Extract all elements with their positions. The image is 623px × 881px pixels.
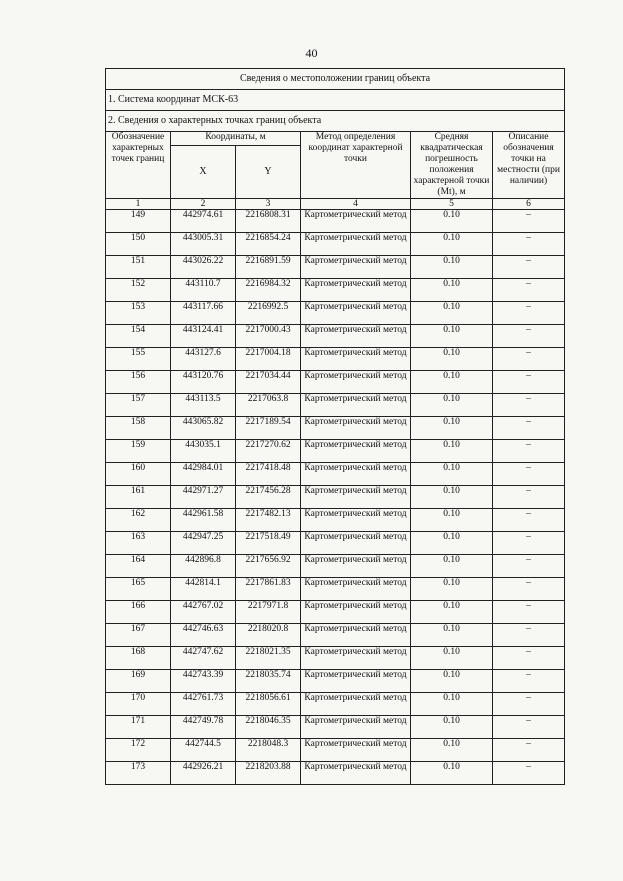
point-number-cell: 164	[106, 555, 171, 578]
characteristic-points-section: 2. Сведения о характерных точках границ объекта	[106, 111, 565, 132]
point-number-cell: 173	[106, 762, 171, 785]
error-cell: 0.10	[411, 440, 493, 463]
boundary-coordinates-table	[105, 68, 565, 785]
column-number: 2	[171, 199, 236, 210]
point-number-cell: 167	[106, 624, 171, 647]
description-cell: –	[493, 210, 565, 233]
method-cell: Картометрический метод	[301, 279, 411, 302]
method-cell: Картометрический метод	[301, 578, 411, 601]
method-cell: Картометрический метод	[301, 348, 411, 371]
description-cell: –	[493, 578, 565, 601]
error-cell: 0.10	[411, 716, 493, 739]
table-row	[106, 463, 565, 486]
x-coordinate-cell: 443005.31	[171, 233, 236, 256]
error-cell: 0.10	[411, 279, 493, 302]
table-row	[106, 601, 565, 624]
description-cell: –	[493, 762, 565, 785]
y-coordinate-cell: 2217971.8	[236, 601, 301, 624]
method-cell: Картометрический метод	[301, 762, 411, 785]
description-cell: –	[493, 624, 565, 647]
y-coordinate-cell: 2217000.43	[236, 325, 301, 348]
description-cell: –	[493, 279, 565, 302]
x-coordinate-cell: 442947.25	[171, 532, 236, 555]
description-cell: –	[493, 325, 565, 348]
y-coordinate-cell: 2216984.32	[236, 279, 301, 302]
error-cell: 0.10	[411, 463, 493, 486]
error-cell: 0.10	[411, 371, 493, 394]
method-cell: Картометрический метод	[301, 486, 411, 509]
description-cell: –	[493, 509, 565, 532]
table-row	[106, 716, 565, 739]
table-row	[106, 739, 565, 762]
method-cell: Картометрический метод	[301, 601, 411, 624]
x-coordinate-cell: 443117.66	[171, 302, 236, 325]
point-number-cell: 169	[106, 670, 171, 693]
table-row	[106, 394, 565, 417]
error-cell: 0.10	[411, 624, 493, 647]
x-coordinate-cell: 442743.39	[171, 670, 236, 693]
error-cell: 0.10	[411, 302, 493, 325]
table-row	[106, 693, 565, 716]
y-coordinate-cell: 2216891.59	[236, 256, 301, 279]
description-cell: –	[493, 716, 565, 739]
table-title: Сведения о местоположении границ объекта	[106, 69, 565, 90]
error-cell: 0.10	[411, 762, 493, 785]
y-coordinate-cell: 2216854.24	[236, 233, 301, 256]
description-cell: –	[493, 348, 565, 371]
column-number: 6	[493, 199, 565, 210]
header-method: Метод определения координат характерной точки	[301, 132, 411, 199]
table-row	[106, 325, 565, 348]
method-cell: Картометрический метод	[301, 233, 411, 256]
table-row	[106, 233, 565, 256]
y-coordinate-cell: 2217063.8	[236, 394, 301, 417]
point-number-cell: 157	[106, 394, 171, 417]
description-cell: –	[493, 394, 565, 417]
x-coordinate-cell: 443035.1	[171, 440, 236, 463]
point-number-cell: 154	[106, 325, 171, 348]
point-number-cell: 168	[106, 647, 171, 670]
x-coordinate-cell: 443124.41	[171, 325, 236, 348]
x-coordinate-cell: 442971.27	[171, 486, 236, 509]
header-x: X	[171, 145, 236, 198]
method-cell: Картометрический метод	[301, 739, 411, 762]
column-number-row	[106, 199, 565, 210]
y-coordinate-cell: 2217518.49	[236, 532, 301, 555]
column-number: 5	[411, 199, 493, 210]
method-cell: Картометрический метод	[301, 440, 411, 463]
y-coordinate-cell: 2217456.28	[236, 486, 301, 509]
y-coordinate-cell: 2217270.62	[236, 440, 301, 463]
point-number-cell: 155	[106, 348, 171, 371]
method-cell: Картометрический метод	[301, 624, 411, 647]
y-coordinate-cell: 2218048.3	[236, 739, 301, 762]
coordinate-system-section: 1. Система координат МСК-63	[106, 90, 565, 111]
x-coordinate-cell: 442761.73	[171, 693, 236, 716]
table-row	[106, 256, 565, 279]
y-coordinate-cell: 2216992.5	[236, 302, 301, 325]
y-coordinate-cell: 2217189.54	[236, 417, 301, 440]
error-cell: 0.10	[411, 256, 493, 279]
description-cell: –	[493, 371, 565, 394]
table-row	[106, 371, 565, 394]
description-cell: –	[493, 417, 565, 440]
method-cell: Картометрический метод	[301, 371, 411, 394]
header-y: Y	[236, 145, 301, 198]
y-coordinate-cell: 2218021.35	[236, 647, 301, 670]
x-coordinate-cell: 442896.8	[171, 555, 236, 578]
y-coordinate-cell: 2217656.92	[236, 555, 301, 578]
method-cell: Картометрический метод	[301, 302, 411, 325]
table-row	[106, 670, 565, 693]
method-cell: Картометрический метод	[301, 417, 411, 440]
y-coordinate-cell: 2216808.31	[236, 210, 301, 233]
error-cell: 0.10	[411, 601, 493, 624]
y-coordinate-cell: 2218203.88	[236, 762, 301, 785]
description-cell: –	[493, 256, 565, 279]
error-cell: 0.10	[411, 417, 493, 440]
error-cell: 0.10	[411, 670, 493, 693]
table-row	[106, 417, 565, 440]
point-number-cell: 162	[106, 509, 171, 532]
table-row	[106, 555, 565, 578]
x-coordinate-cell: 443120.76	[171, 371, 236, 394]
table-row	[106, 486, 565, 509]
description-cell: –	[493, 670, 565, 693]
error-cell: 0.10	[411, 394, 493, 417]
y-coordinate-cell: 2218020.8	[236, 624, 301, 647]
error-cell: 0.10	[411, 233, 493, 256]
point-number-cell: 163	[106, 532, 171, 555]
header-coordinates: Координаты, м	[171, 132, 301, 146]
description-cell: –	[493, 463, 565, 486]
x-coordinate-cell: 442747.62	[171, 647, 236, 670]
error-cell: 0.10	[411, 647, 493, 670]
error-cell: 0.10	[411, 486, 493, 509]
point-number-cell: 158	[106, 417, 171, 440]
description-cell: –	[493, 739, 565, 762]
error-cell: 0.10	[411, 532, 493, 555]
x-coordinate-cell: 442767.02	[171, 601, 236, 624]
table-row	[106, 647, 565, 670]
table-row	[106, 279, 565, 302]
point-number-cell: 149	[106, 210, 171, 233]
point-number-cell: 172	[106, 739, 171, 762]
table-row	[106, 509, 565, 532]
x-coordinate-cell: 443026.22	[171, 256, 236, 279]
description-cell: –	[493, 486, 565, 509]
point-number-cell: 156	[106, 371, 171, 394]
method-cell: Картометрический метод	[301, 256, 411, 279]
point-number-cell: 153	[106, 302, 171, 325]
x-coordinate-cell: 443065.82	[171, 417, 236, 440]
point-number-cell: 166	[106, 601, 171, 624]
page-number: 40	[305, 46, 318, 60]
method-cell: Картометрический метод	[301, 647, 411, 670]
table-row	[106, 302, 565, 325]
point-number-cell: 151	[106, 256, 171, 279]
x-coordinate-cell: 442744.5	[171, 739, 236, 762]
y-coordinate-cell: 2217034.44	[236, 371, 301, 394]
method-cell: Картометрический метод	[301, 325, 411, 348]
error-cell: 0.10	[411, 693, 493, 716]
table-row	[106, 624, 565, 647]
table-row	[106, 348, 565, 371]
point-number-cell: 165	[106, 578, 171, 601]
error-cell: 0.10	[411, 325, 493, 348]
x-coordinate-cell: 442814.1	[171, 578, 236, 601]
description-cell: –	[493, 302, 565, 325]
description-cell: –	[493, 647, 565, 670]
column-number: 1	[106, 199, 171, 210]
table-row	[106, 578, 565, 601]
x-coordinate-cell: 442984.01	[171, 463, 236, 486]
x-coordinate-cell: 442746.63	[171, 624, 236, 647]
x-coordinate-cell: 443127.6	[171, 348, 236, 371]
description-cell: –	[493, 693, 565, 716]
header-description: Описание обозначения точки на местности (при наличии)	[493, 132, 565, 199]
point-number-cell: 171	[106, 716, 171, 739]
point-number-cell: 152	[106, 279, 171, 302]
y-coordinate-cell: 2218046.35	[236, 716, 301, 739]
description-cell: –	[493, 532, 565, 555]
error-cell: 0.10	[411, 578, 493, 601]
method-cell: Картометрический метод	[301, 693, 411, 716]
y-coordinate-cell: 2218056.61	[236, 693, 301, 716]
method-cell: Картометрический метод	[301, 210, 411, 233]
point-number-cell: 170	[106, 693, 171, 716]
table-row	[106, 532, 565, 555]
y-coordinate-cell: 2217004.18	[236, 348, 301, 371]
description-cell: –	[493, 233, 565, 256]
error-cell: 0.10	[411, 348, 493, 371]
error-cell: 0.10	[411, 555, 493, 578]
method-cell: Картометрический метод	[301, 670, 411, 693]
x-coordinate-cell: 442749.78	[171, 716, 236, 739]
error-cell: 0.10	[411, 739, 493, 762]
x-coordinate-cell: 442961.58	[171, 509, 236, 532]
method-cell: Картометрический метод	[301, 716, 411, 739]
table-row	[106, 762, 565, 785]
x-coordinate-cell: 442926.21	[171, 762, 236, 785]
table-row	[106, 210, 565, 233]
y-coordinate-cell: 2218035.74	[236, 670, 301, 693]
error-cell: 0.10	[411, 509, 493, 532]
header-designation: Обозначение характерных точек границ	[106, 132, 171, 199]
method-cell: Картометрический метод	[301, 394, 411, 417]
method-cell: Картометрический метод	[301, 532, 411, 555]
error-cell: 0.10	[411, 210, 493, 233]
method-cell: Картометрический метод	[301, 463, 411, 486]
column-number: 4	[301, 199, 411, 210]
description-cell: –	[493, 601, 565, 624]
x-coordinate-cell: 443113.5	[171, 394, 236, 417]
y-coordinate-cell: 2217418.48	[236, 463, 301, 486]
point-number-cell: 160	[106, 463, 171, 486]
description-cell: –	[493, 555, 565, 578]
point-number-cell: 161	[106, 486, 171, 509]
table-row	[106, 440, 565, 463]
method-cell: Картометрический метод	[301, 555, 411, 578]
x-coordinate-cell: 443110.7	[171, 279, 236, 302]
y-coordinate-cell: 2217861.83	[236, 578, 301, 601]
point-number-cell: 150	[106, 233, 171, 256]
column-number: 3	[236, 199, 301, 210]
description-cell: –	[493, 440, 565, 463]
x-coordinate-cell: 442974.61	[171, 210, 236, 233]
header-error: Средняя квадратическая погрешность положения характерной точки (Mt), м	[411, 132, 493, 199]
y-coordinate-cell: 2217482.13	[236, 509, 301, 532]
point-number-cell: 159	[106, 440, 171, 463]
method-cell: Картометрический метод	[301, 509, 411, 532]
